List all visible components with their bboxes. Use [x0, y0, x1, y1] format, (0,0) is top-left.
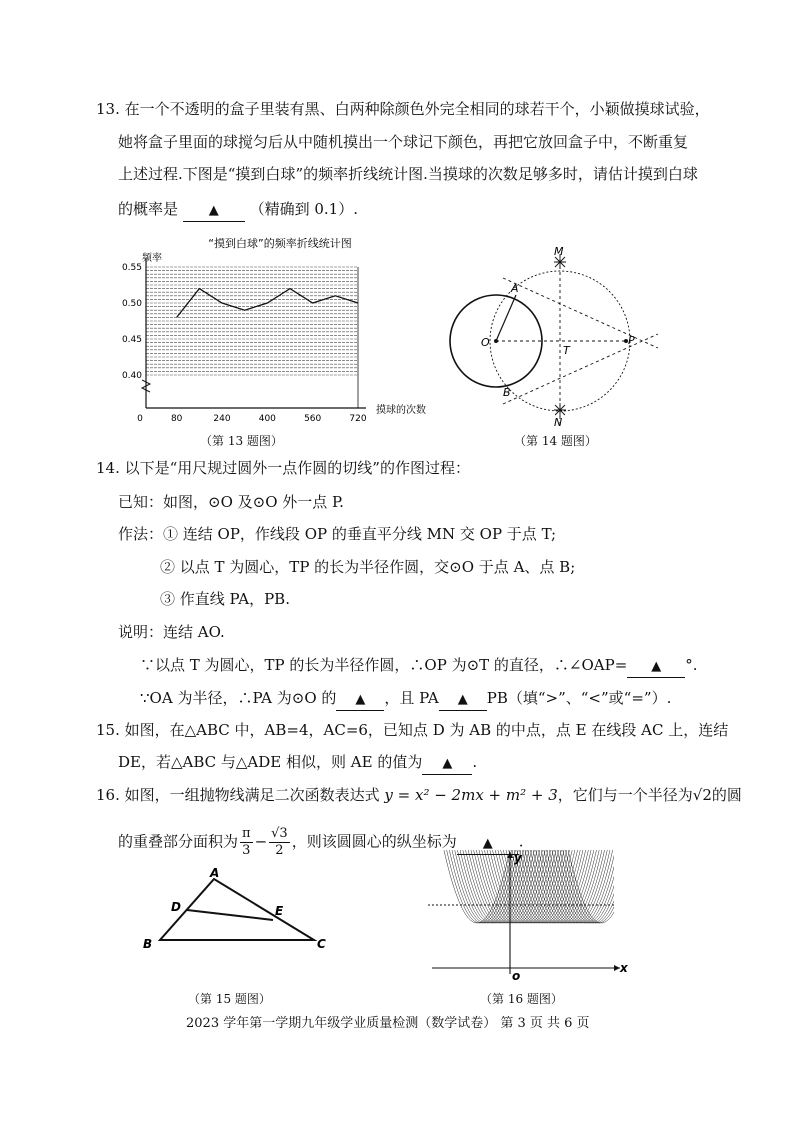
q14-reason-2 — [140, 688, 671, 711]
segment-de — [187, 910, 273, 920]
q15-line-2 — [118, 752, 477, 775]
q16-text-1: 16. 如图，一组抛物线满足二次函数表达式 — [96, 786, 380, 804]
fig13-caption: （第 13 题图） — [200, 434, 283, 448]
chart-y-tick-label: 0.55 — [121, 263, 142, 273]
frequency-line-chart — [120, 230, 426, 425]
q14-angle-blank — [627, 655, 685, 678]
chart-x-tick-label: 240 — [213, 414, 231, 424]
fig16-diagram — [424, 846, 644, 981]
q14-reason-2-suffix: PB（填“>”、“<”或“=”）. — [486, 689, 672, 707]
triangle-abc — [160, 879, 314, 940]
fig15-diagram — [138, 868, 338, 954]
label-b: B — [143, 937, 153, 951]
q14-given: 已知：如图，⊙O 及⊙O 外一点 P. — [118, 493, 344, 511]
q16-line-1 — [96, 785, 742, 805]
chart-y-axis-label: 频率 — [142, 253, 162, 264]
fig14-caption: （第 14 题图） — [514, 434, 597, 448]
label-c: C — [317, 937, 326, 951]
q15-answer-blank — [422, 752, 472, 775]
chart-x-tick-label: 560 — [304, 414, 322, 424]
point-o — [494, 339, 498, 343]
triangle-marker-icon: ▲ — [482, 835, 493, 851]
fraction-denominator: 2 — [275, 843, 284, 858]
chart-x-tick-label: 80 — [170, 414, 183, 424]
chart-y-tick-label: 0.45 — [121, 335, 142, 345]
q16-suffix: . — [518, 832, 524, 851]
chart-x-ticks — [171, 414, 367, 424]
line-pa-extended — [503, 278, 658, 348]
q14-reason-2-mid: ，且 PA — [384, 689, 439, 707]
q14-reason-1-text: ∵以点 T 为圆心，TP 的长为半径作圆，∴OP 为⊙T 的直径，∴∠OAP= — [140, 656, 628, 674]
q16-text-5: ，则该圆圆心的纵坐标为 — [291, 832, 457, 851]
q13-answer-prefix: 的概率是 — [118, 200, 179, 218]
chart-x-axis-label: 摸球的次数 — [376, 405, 426, 416]
q13-line-2: 她将盒子里面的球搅匀后从中随机摸出一个球记下颜色，再把它放回盒子中，不断重复 — [118, 133, 689, 151]
q13-line-3: 上述过程.下图是“摸到白球”的频率折线统计图.当摸球的次数足够多时，请估计摸到白球 — [118, 165, 698, 183]
chart-y-tick-label: 0.40 — [121, 371, 142, 381]
q14-compare-blank — [439, 688, 487, 711]
fig16-caption: （第 16 题图） — [480, 992, 563, 1006]
label-d: D — [171, 900, 181, 914]
fraction-sqrt3-over-2 — [269, 826, 290, 859]
q16-text-3: 的圆 — [711, 786, 742, 804]
fraction-pi-over-3 — [240, 826, 253, 859]
q14-step-1: 作法：① 连结 OP，作线段 OP 的垂直平分线 MN 交 OP 于点 T; — [118, 525, 557, 543]
q16-formula: y = x² − 2mx + m² + 3 — [384, 786, 558, 804]
fig15-caption: （第 15 题图） — [188, 992, 271, 1006]
label-t: T — [563, 344, 570, 357]
label-n: N — [554, 416, 563, 429]
fraction-numerator: π — [242, 826, 251, 841]
q16-text-4: 的重叠部分面积为 — [118, 832, 239, 851]
q13-line-1: 13. 在一个不透明的盒子里装有黑、白两种除颜色外完全相同的球若干个，小颖做摸球试验， — [96, 100, 710, 118]
line-pb-extended — [503, 334, 658, 404]
label-a: A — [511, 282, 519, 295]
triangle-marker-icon: ▲ — [208, 203, 219, 218]
label-x: x — [620, 961, 628, 975]
chart-x-tick-label: 720 — [349, 414, 367, 424]
q13-answer-suffix: （精确到 0.1）. — [249, 200, 358, 218]
chart-origin-label: 0 — [137, 414, 143, 424]
label-p: P — [628, 334, 635, 347]
q16-text-2: ，它们与一个半径为 — [557, 786, 693, 804]
q13-line-4 — [118, 199, 358, 222]
triangle-marker-icon: ▲ — [355, 692, 366, 707]
q16-radius: √2 — [692, 786, 712, 804]
q14-reason-1 — [140, 655, 698, 678]
q14-step-2: ② 以点 T 为圆心，TP 的长为半径作圆，交⊙O 于点 A、点 B; — [160, 558, 576, 576]
fraction-denominator: 3 — [242, 843, 251, 858]
axis-break-icon — [142, 380, 150, 392]
label-origin: o — [512, 969, 521, 983]
q15-suffix: . — [472, 753, 478, 771]
q14-step-3: ③ 作直线 PA，PB. — [160, 590, 290, 608]
chart-y-ticks — [122, 263, 142, 381]
chart-y-tick-label: 0.50 — [121, 299, 142, 309]
q14-reason-2-text: ∵OA 为半径，∴PA 为⊙O 的 — [140, 689, 337, 707]
chart-title: “摸到白球”的频率折线统计图 — [208, 237, 352, 250]
arc-mark-n-icon — [554, 403, 566, 417]
label-e: E — [275, 904, 284, 918]
label-o: O — [481, 336, 490, 349]
triangle-marker-icon: ▲ — [442, 756, 453, 771]
label-a: A — [210, 866, 220, 880]
chart-gridlines — [146, 267, 358, 408]
fig14-diagram — [440, 240, 680, 430]
chart-x-tick-label: 400 — [258, 414, 276, 424]
q14-reason-1-suffix: °. — [685, 656, 698, 674]
q14-title: 14. 以下是“用尺规过圆外一点作圆的切线”的作图过程： — [96, 459, 470, 477]
minus-sign: − — [254, 832, 268, 851]
segment-ao — [496, 295, 516, 341]
fraction-numerator: √3 — [271, 826, 288, 841]
page-footer: 2023 学年第一学期九年级学业质量检测（数学试卷） 第 3 页 共 6 页 — [186, 1016, 590, 1031]
q14-explain: 说明：连结 AO. — [118, 623, 225, 641]
label-b: B — [503, 386, 511, 399]
q15-line-1: 15. 如图，在△ABC 中，AB=4，AC=6，已知点 D 为 AB 的中点，点 E 在线段 AC 上，连结 — [96, 721, 729, 739]
label-y: y — [514, 851, 522, 865]
q14-tangent-blank — [336, 688, 384, 711]
triangle-marker-icon: ▲ — [651, 659, 662, 674]
label-m: M — [554, 245, 564, 258]
q15-text: DE，若△ABC 与△ADE 相似，则 AE 的值为 — [118, 753, 423, 771]
q13-answer-blank — [183, 199, 245, 222]
triangle-marker-icon: ▲ — [457, 692, 468, 707]
